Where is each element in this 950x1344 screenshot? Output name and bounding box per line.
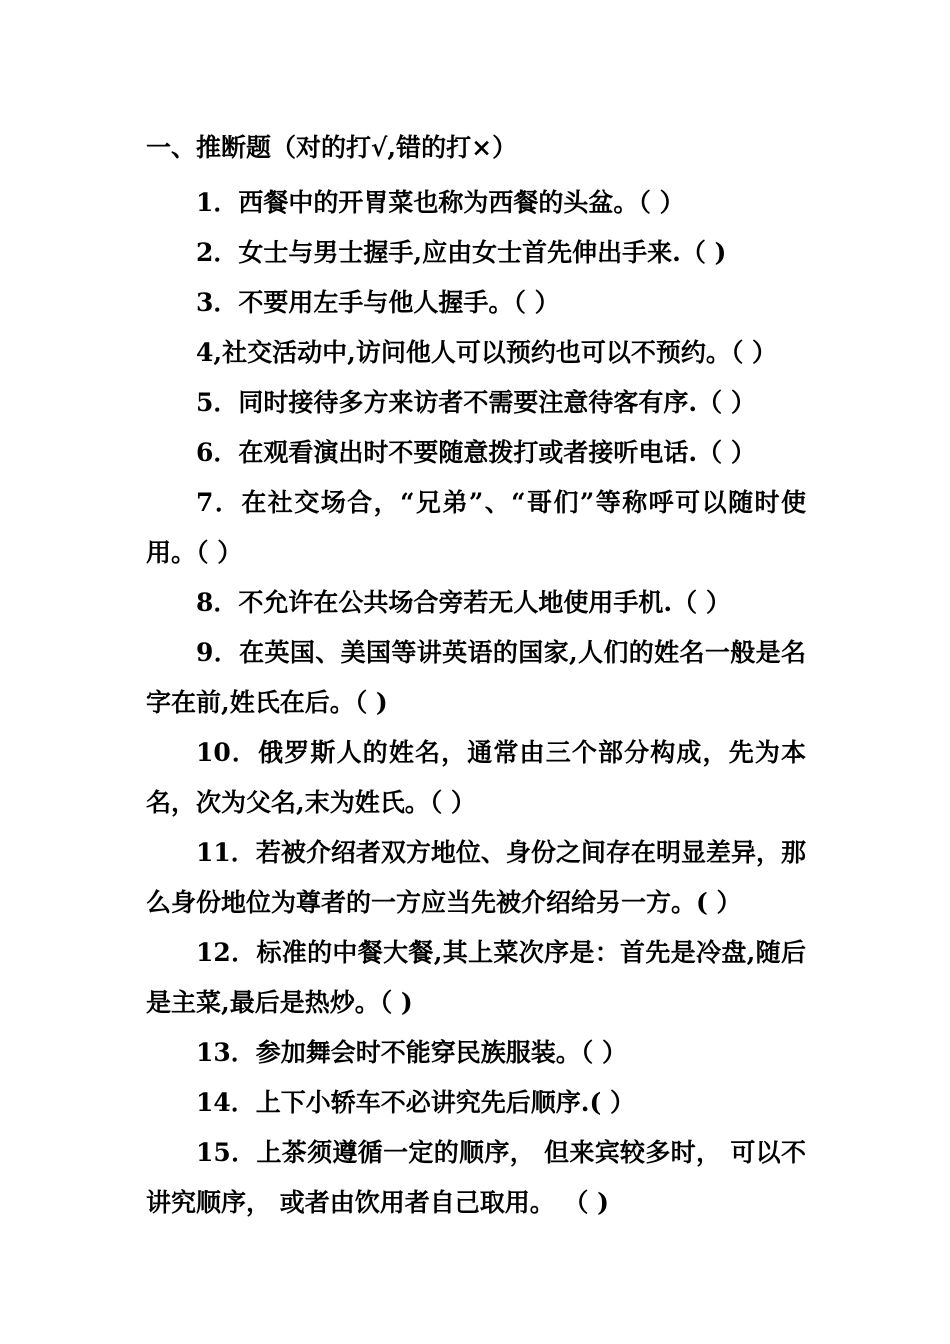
- question-text: 不要用左手与他人握手。（ ）: [238, 288, 560, 317]
- question-item: [146, 378, 806, 428]
- question-number: 6．: [196, 438, 239, 467]
- question-item: [146, 578, 806, 628]
- question-text: 标准的中餐大餐,其上菜次序是：首先是冷盘,随后是主菜,最后是热炒。（ ): [146, 938, 806, 1017]
- question-number: 12．: [196, 938, 257, 967]
- question-number: 11．: [196, 838, 256, 867]
- question-text: 上下小轿车不必讲究先后顺序.( ）: [255, 1088, 636, 1117]
- question-number: 1．: [196, 188, 239, 217]
- question-text: 上茶须遵循一定的顺序， 但来宾较多时， 可以不讲究顺序， 或者由饮用者自己取用。 （ ): [146, 1138, 806, 1217]
- question-text: 不允许在公共场合旁若无人地使用手机.（ ）: [238, 588, 731, 617]
- question-item: [146, 228, 806, 278]
- question-item: [146, 1078, 806, 1128]
- question-number: 3．: [196, 288, 239, 317]
- question-item: [146, 278, 806, 328]
- question-item: [146, 428, 806, 478]
- question-item: [146, 328, 806, 378]
- question-item: [146, 1028, 806, 1078]
- question-item: [146, 478, 806, 578]
- question-text: 在观看演出时不要随意拨打或者接听电话.（ ）: [238, 438, 756, 467]
- question-number: 2．: [196, 238, 239, 267]
- question-text: 同时接待多方来访者不需要注意待客有序.（ ）: [238, 388, 756, 417]
- question-text: 若被介绍者双方地位、身份之间存在明显差异，那么身份地位为尊者的一方应当先被介绍给另一方。( ）: [146, 838, 806, 917]
- question-number: 4,: [196, 338, 223, 367]
- question-text: 参加舞会时不能穿民族服装。（ ）: [255, 1038, 628, 1067]
- question-item: [146, 1128, 806, 1228]
- question-number: 10．: [196, 738, 259, 767]
- question-item: [146, 628, 806, 728]
- question-item: [146, 728, 806, 828]
- question-number: 7．: [196, 488, 242, 517]
- section-heading: 一、推断题（对的打√,错的打×）: [146, 133, 518, 162]
- question-text: 社交活动中,访问他人可以预约也可以不预约。（ ）: [222, 338, 778, 367]
- question-number: 8．: [196, 588, 239, 617]
- question-text: 女士与男士握手,应由女士首先伸出手来.（ ): [238, 238, 727, 267]
- question-number: 15．: [196, 1138, 257, 1167]
- question-text: 西餐中的开胃菜也称为西餐的头盆。（ ）: [238, 188, 685, 217]
- question-number: 5．: [196, 388, 239, 417]
- question-number: 9．: [196, 638, 240, 667]
- question-text: 俄罗斯人的姓名，通常由三个部分构成，先为本名，次为父名,末为姓氏。（ ）: [146, 738, 806, 817]
- question-number: 13．: [196, 1038, 256, 1067]
- question-item: [146, 828, 806, 928]
- question-item: [146, 928, 806, 1028]
- question-number: 14．: [196, 1088, 256, 1117]
- question-list: [146, 178, 806, 1228]
- question-text: 在社交场合，“兄弟”、“哥们”等称呼可以随时使用。（ ）: [146, 488, 806, 567]
- question-item: [146, 178, 806, 228]
- question-text: 在英国、美国等讲英语的国家,人们的姓名一般是名字在前,姓氏在后。（ ): [146, 638, 806, 717]
